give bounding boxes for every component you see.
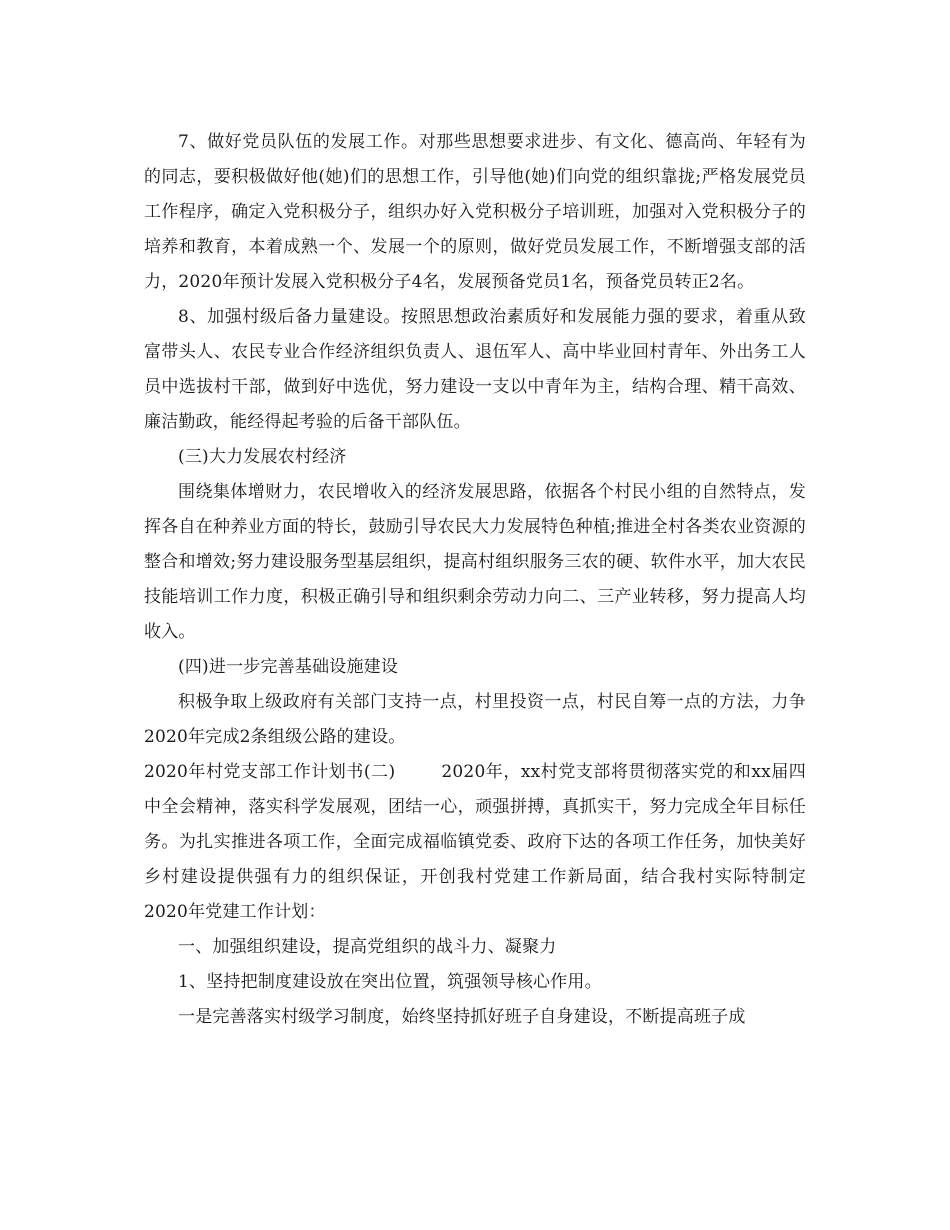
document-body bbox=[144, 125, 806, 1035]
heading-infrastructure: (四)进一步完善基础设施建设 bbox=[178, 657, 399, 677]
section-title: 2020年村党支部工作计划书(二) bbox=[144, 762, 396, 782]
paragraph-rural-economy: 围绕集体增财力，农民增收入的经济发展思路，依据各个村民小组的自然特点，发挥各自在种养业方面的特长，鼓励引导农民大力发展特色种植;推进全村各类农业资源的整合和增效;努力建设服务型基层组织，提高村组织服务三农的硬、软件水平，加大农民技能培训工作力度，积极正确引导和组织剩余劳动力向二、三产业转移，努力提高人均收入。 bbox=[144, 482, 806, 642]
paragraph-infrastructure: 积极争取上级政府有关部门支持一点，村里投资一点，村民自筹一点的方法，力争2020年完成2条组级公路的建设。 bbox=[144, 692, 806, 747]
paragraph-system-building: 1、坚持把制度建设放在突出位置，筑强领导核心作用。 bbox=[178, 972, 602, 992]
paragraph-party-member-development: 7、做好党员队伍的发展工作。对那些思想要求进步、有文化、德高尚、年轻有为的同志，要积极做好他(她)们的思想工作，引导他(她)们向党的组织靠拢;严格发展党员工作程序，确定入党积极分子，组织办好入党积极分子培训班，加强对入党积极分子的培养和教育，本着成熟一个、发展一个的原则，做好党员发展工作，不断增强支部的活力，2020年预计发展入党积极分子4名，发展预备党员1名，预备党员转正2名。 bbox=[144, 132, 806, 292]
paragraph-reserve-cadres: 8、加强村级后备力量建设。按照思想政治素质好和发展能力强的要求，着重从致富带头人、农民专业合作经济组织负责人、退伍军人、高中毕业回村青年、外出务工人员中选拔村干部，做到好中选优，努力建设一支以中青年为主，结构合理、精干高效、廉洁勤政，能经得起考验的后备干部队伍。 bbox=[144, 307, 806, 432]
heading-rural-economy: (三)大力发展农村经济 bbox=[178, 447, 347, 467]
section-intro: 2020年，xx村党支部将贯彻落实党的和xx届四中全会精神，落实科学发展观，团结一心，顽强拼搏，真抓实干，努力完成全年目标任务。为扎实推进各项工作，全面完成福临镇党委、政府下达的各项工作任务，加快美好乡村建设提供强有力的组织保证，开创我村党建工作新局面，结合我村实际特制定2020年党建工作计划： bbox=[144, 762, 806, 922]
paragraph-section-two bbox=[144, 755, 806, 930]
paragraph-study-system: 一是完善落实村级学习制度，始终坚持抓好班子自身建设，不断提高班子成 bbox=[178, 1007, 746, 1027]
heading-organization-building: 一、加强组织建设，提高党组织的战斗力、凝聚力 bbox=[178, 937, 557, 957]
